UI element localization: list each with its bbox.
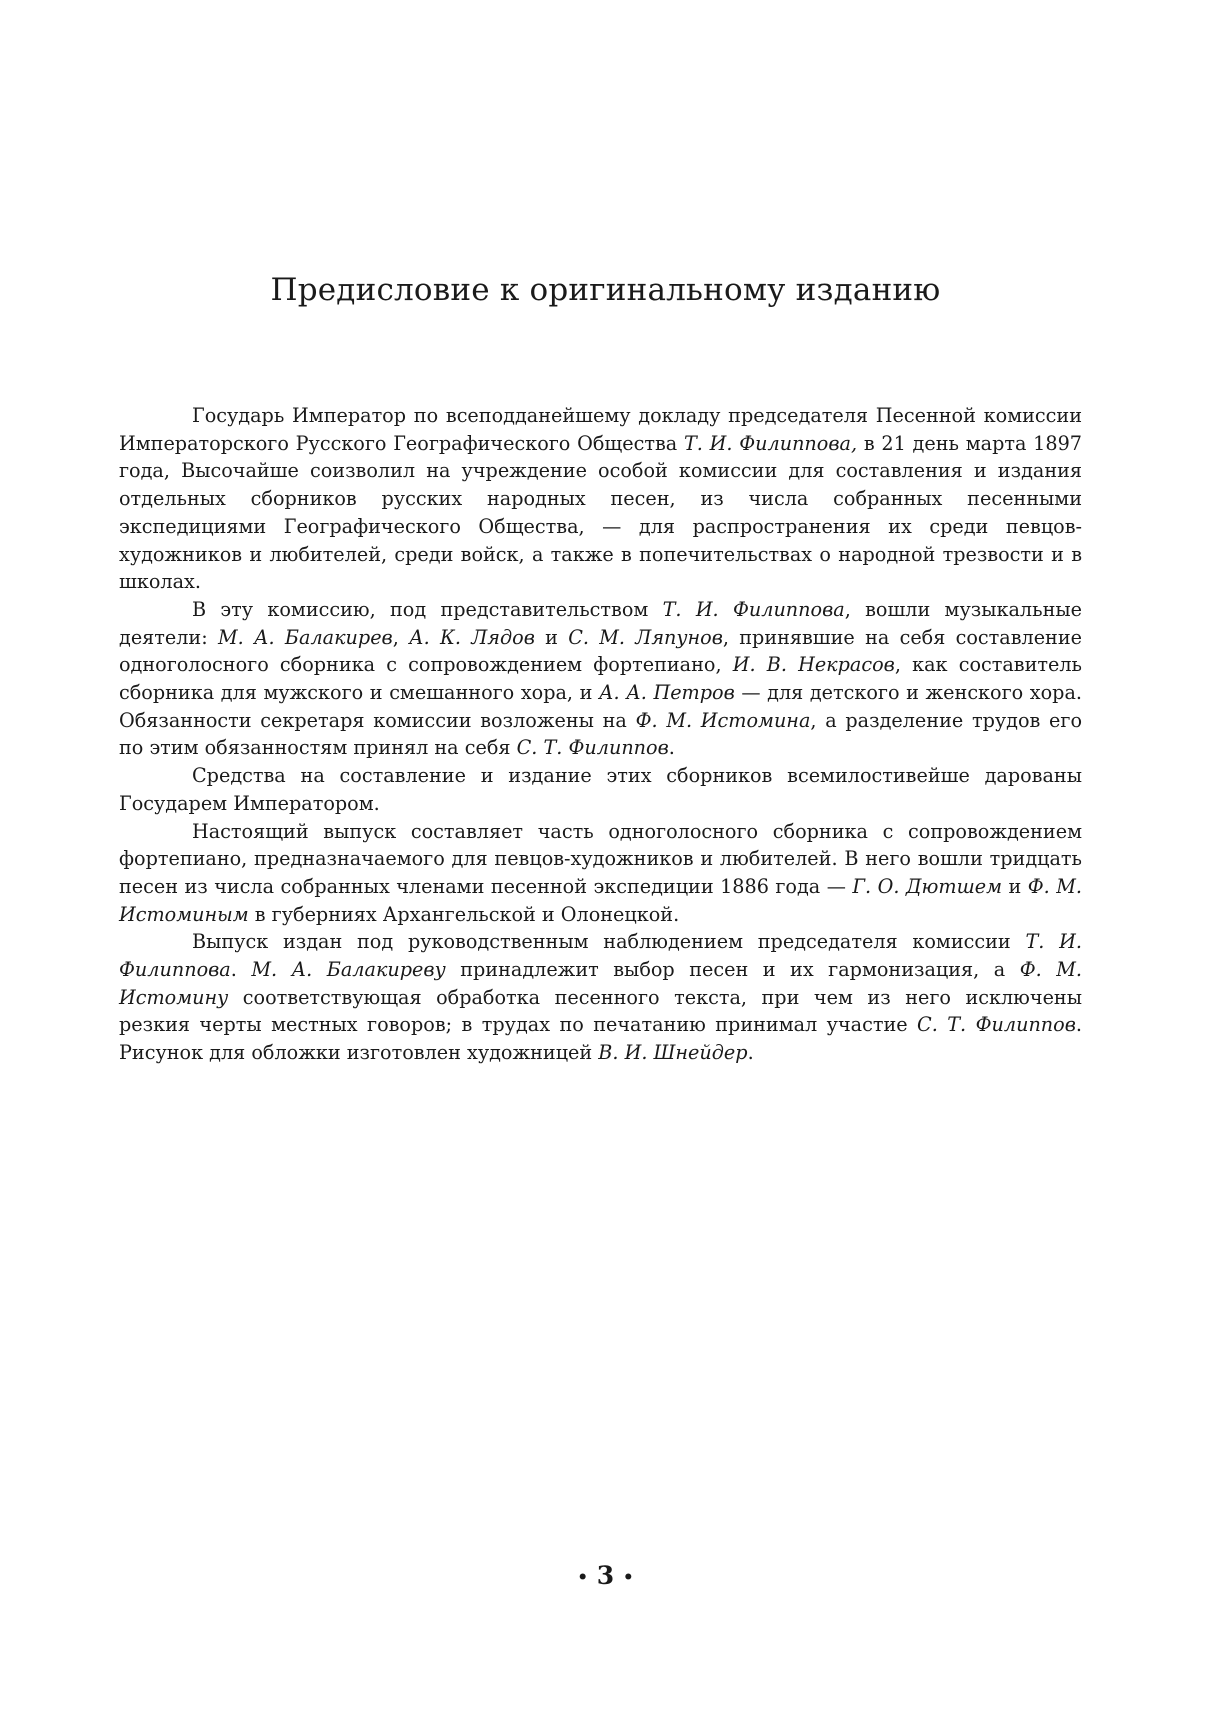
- person-name: Ф. М. Истоминым: [119, 874, 1082, 926]
- text-segment: . Рисунок для обложки изготовлен художницей: [119, 1013, 1082, 1065]
- text-segment: Средства на составление и издание этих сборников всемилостивейше дарованы Государем Императором.: [119, 764, 1082, 815]
- page-title: Предисловие к оригинальному изданию: [270, 272, 941, 308]
- text-segment: и: [534, 625, 569, 649]
- text-segment: , принявшие на себя составление одноголосного сборника с сопровождением фортепиано,: [119, 625, 1082, 677]
- text-segment: , вошли музыкальные деятели:: [119, 597, 1082, 649]
- text-segment: , как составитель сборника для мужского и смешанного хора, и: [119, 653, 1082, 705]
- text-segment: .: [230, 958, 252, 982]
- person-name: М. А. Балакиреву: [251, 958, 446, 982]
- person-name: Т. И. Филиппова: [662, 597, 845, 621]
- text-segment: соответствующая обработка песенного текста, при чем из него исключены резкия черты местных говоров; в трудах по печатанию принимал участие: [119, 985, 1082, 1037]
- paragraph-1: [119, 402, 1082, 596]
- person-name: Г. О. Дютшем: [852, 874, 1003, 898]
- bullet-ornament-right: •: [622, 1567, 634, 1588]
- text-segment: Государь Император по всеподданейшему докладу председателя Песенной комиссии Императорского Русского Географического Общества: [119, 404, 1082, 455]
- person-name: В. И. Шнейдер: [598, 1041, 748, 1065]
- person-name: С. М. Ляпунов: [568, 625, 723, 649]
- page-number: 3: [596, 1561, 615, 1590]
- paragraph-2: [119, 596, 1082, 762]
- bullet-ornament-left: •: [577, 1567, 589, 1588]
- text-segment: в губерниях Архангельской и Олонецкой.: [248, 902, 680, 926]
- text-segment: , а разделение трудов его по этим обязанностям принял на себя: [119, 708, 1082, 760]
- person-name: А. К. Лядов: [409, 625, 535, 649]
- paragraph-5: [119, 928, 1082, 1067]
- person-name: С. Т. Филиппов: [917, 1013, 1076, 1037]
- text-segment: принадлежит выбор песен и их гармонизация, а: [445, 958, 1020, 982]
- text-segment: .: [668, 736, 675, 760]
- person-name: М. А. Балакирев: [217, 625, 393, 649]
- text-segment: Выпуск издан под руководственным наблюдением председателя комиссии: [192, 930, 1026, 954]
- text-segment: Настоящий выпуск составляет часть одноголосного сборника с сопровождением фортепиано, предназначаемого для певцов-художников и любителей. В него вошли тридцать песен из числа собранных членами песенной экспедиции 1886 года —: [119, 819, 1082, 898]
- person-name: А. А. Петров: [599, 681, 735, 705]
- text-segment: и: [1002, 874, 1028, 898]
- paragraph-4: [119, 818, 1082, 929]
- person-name: С. Т. Филиппов: [516, 736, 669, 760]
- text-segment: .: [747, 1041, 754, 1065]
- text-segment: в 21 день марта 1897 года, Высочайше соизволил на учреждение особой комиссии для составления и издания отдельных сборников русских народных песен, из числа собранных песенными экспедициями Географического Общества, — для распространения их среди певцов-художников и любителей, среди войск, а также в попечительствах о народной трезвости и в школах.: [119, 431, 1083, 594]
- person-name: Ф. М. Истомину: [119, 958, 1083, 1009]
- page-number-footer: [0, 1561, 1211, 1590]
- text-segment: В эту комиссию, под представительством: [192, 597, 663, 621]
- person-name: Т. И. Филиппова,: [683, 431, 858, 455]
- person-name: Т. И. Филиппова: [119, 930, 1082, 982]
- person-name: И. В. Некрасов: [732, 653, 895, 677]
- paragraph-3: [119, 762, 1082, 817]
- person-name: Ф. М. Истомина: [635, 708, 811, 732]
- text-segment: ,: [392, 625, 410, 649]
- preface-body: [119, 402, 1082, 1067]
- text-segment: — для детского и женского хора. Обязанности секретаря комиссии возложены на: [119, 681, 1083, 732]
